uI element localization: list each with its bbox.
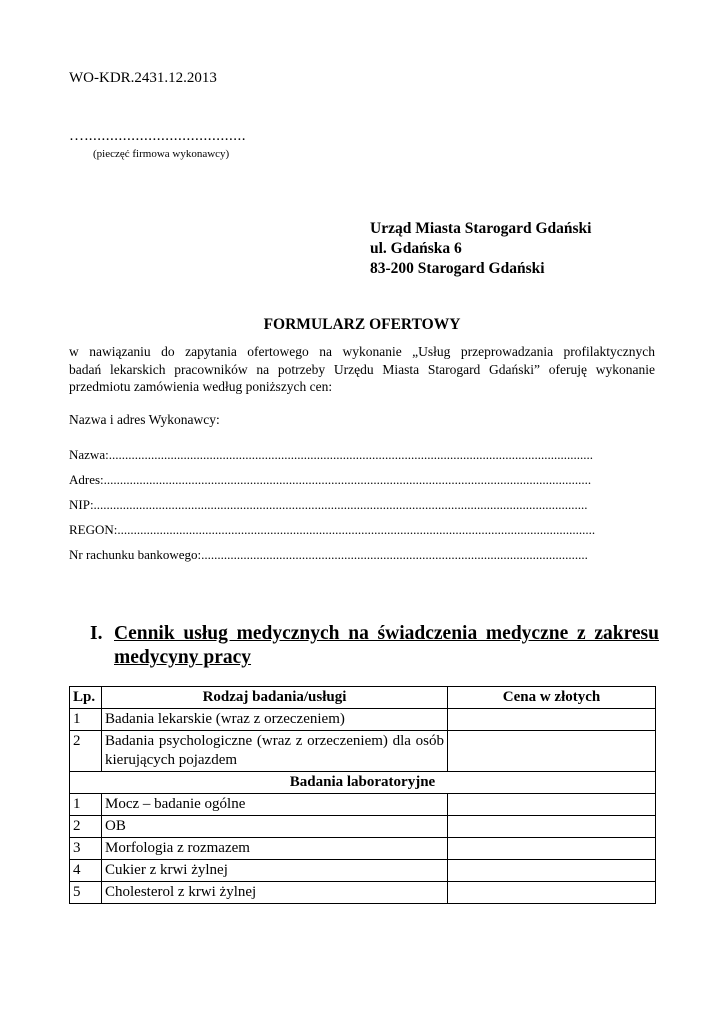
cell-lp: 2 <box>70 731 102 772</box>
header-price: Cena w złotych <box>448 687 656 709</box>
cell-lp: 3 <box>70 838 102 860</box>
field-nip[interactable]: NIP:........................................................................................................................................................ <box>69 497 588 512</box>
cell-lp: 1 <box>70 794 102 816</box>
intro-line-3: przedmiotu zamówienia według poniższych cen: <box>69 379 333 394</box>
table-row <box>70 860 656 882</box>
table-header-row <box>70 687 656 709</box>
section-title-line-1: Cennik usług medycznych na świadczenia medyczne z zakresu <box>114 623 659 644</box>
table-row <box>70 731 656 772</box>
recipient-line-1: Urząd Miasta Starogard Gdański <box>370 220 592 237</box>
stamp-caption: (pieczęć firmowa wykonawcy) <box>93 148 230 160</box>
intro-line-1: w nawiązaniu do zapytania ofertowego na wykonanie „Usług przeprowadzania profilaktycznych <box>69 344 655 359</box>
table-subheader-row <box>70 772 656 794</box>
cell-price[interactable] <box>448 860 656 882</box>
cell-service: Morfologia z rozmazem <box>102 838 448 860</box>
intro-paragraph <box>69 343 655 396</box>
cell-lp: 4 <box>70 860 102 882</box>
cell-price[interactable] <box>448 838 656 860</box>
price-table <box>69 686 656 904</box>
cell-service: Cukier z krwi żylnej <box>102 860 448 882</box>
cell-service: Badania lekarskie (wraz z orzeczeniem) <box>102 709 448 731</box>
cell-lp: 2 <box>70 816 102 838</box>
intro-line-2: badań lekarskich pracowników na potrzeby Urzędu Miasta Starogard Gdański” oferuję wykonanie <box>69 361 655 377</box>
table-row <box>70 882 656 904</box>
document-reference: WO-KDR.2431.12.2013 <box>69 70 217 86</box>
table-row <box>70 816 656 838</box>
cell-lp: 1 <box>70 709 102 731</box>
table-row <box>70 838 656 860</box>
cell-service: Mocz – badanie ogólne <box>102 794 448 816</box>
field-name[interactable]: Nazwa:..................................................................................................................................................... <box>69 447 593 462</box>
section-number: I. <box>90 623 103 644</box>
cell-service: OB <box>102 816 448 838</box>
header-lp: Lp. <box>70 687 102 709</box>
field-address[interactable]: Adres:...................................................................................................................................................... <box>69 472 592 487</box>
cell-service: Cholesterol z krwi żylnej <box>102 882 448 904</box>
section-title-line-2: medycyny pracy <box>114 647 252 668</box>
cell-price[interactable] <box>448 882 656 904</box>
table-row <box>70 794 656 816</box>
form-title: FORMULARZ OFERTOWY <box>263 316 461 333</box>
field-regon[interactable]: REGON:................................................................................................................................................... <box>69 522 596 537</box>
recipient-address <box>370 219 591 279</box>
header-service: Rodzaj badania/usługi <box>102 687 448 709</box>
cell-lp: 5 <box>70 882 102 904</box>
subheader-laboratory: Badania laboratoryjne <box>70 772 656 794</box>
cell-price[interactable] <box>448 816 656 838</box>
cell-price[interactable] <box>448 794 656 816</box>
cell-service: Badania psychologiczne (wraz z orzeczeniem) dla osób kierujących pojazdem <box>102 731 448 772</box>
field-bank-account[interactable]: Nr rachunku bankowego:....................................................................................................................... <box>69 547 588 562</box>
cell-price[interactable] <box>448 731 656 772</box>
stamp-placeholder: …...................................... <box>69 128 246 144</box>
cell-price[interactable] <box>448 709 656 731</box>
recipient-line-2: ul. Gdańska 6 <box>370 240 462 257</box>
recipient-line-3: 83-200 Starogard Gdański <box>370 260 545 277</box>
table-row <box>70 709 656 731</box>
contractor-label: Nazwa i adres Wykonawcy: <box>69 412 220 427</box>
